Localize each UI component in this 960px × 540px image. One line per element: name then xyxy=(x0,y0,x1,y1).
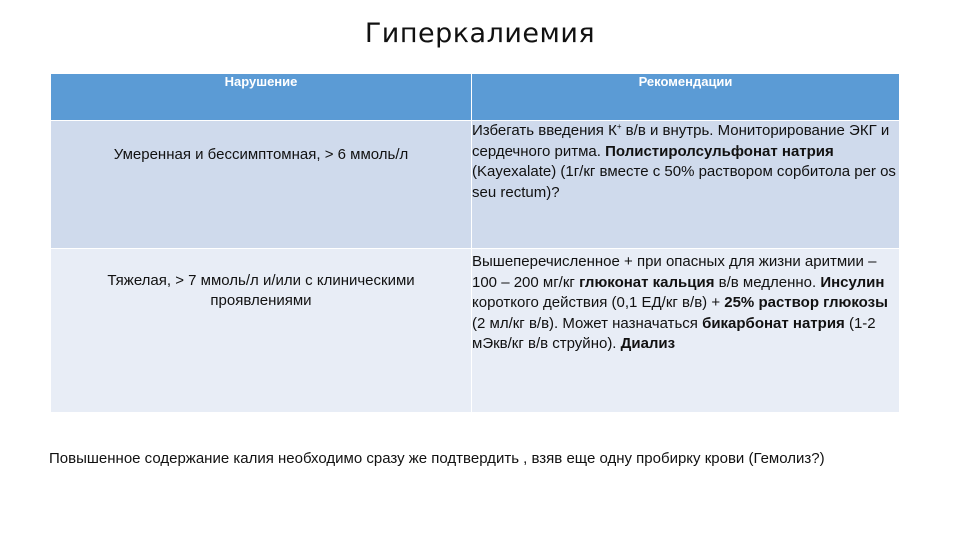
column-header-recommendations: Рекомендации xyxy=(472,74,900,121)
footnote: Повышенное содержание калия необходимо сразу же подтвердить , взяв еще одну пробирку крови (Гемолиз?) xyxy=(49,450,825,467)
rec-text: (Kayexalate) (1г/кг вместе с 50% раствором сорбитола per os seu rectum)? xyxy=(472,163,896,201)
rec-bold-drug: Полистиролсульфонат натрия xyxy=(605,142,834,160)
rec-text: в/в и внутрь. Мониторирование ЭКГ и сердечного ритма. xyxy=(472,122,890,160)
table-row xyxy=(51,249,900,413)
condition-cell-severe: Тяжелая, > 7 ммоль/л и/или с клиническими проявлениями xyxy=(51,249,472,413)
rec-bold-drug: 25% раствор глюкозы xyxy=(724,294,888,311)
table-header-row xyxy=(51,74,900,121)
condition-cell-moderate: Умеренная и бессимптомная, > 6 ммоль/л xyxy=(51,121,472,249)
rec-text: (1-2 мЭкв/кг в/в струйно). xyxy=(472,314,876,352)
recommendations-table xyxy=(50,73,900,413)
table-row xyxy=(51,121,900,249)
rec-text: Вышеперечисленное + при опасных для жизни аритмии – 100 – 200 мг/кг xyxy=(472,253,877,291)
rec-bold-drug: Инсулин xyxy=(820,273,885,291)
rec-bold-drug: бикарбонат натрия xyxy=(702,314,845,332)
rec-text: короткого действия (0,1 ЕД/кг в/в) + xyxy=(472,294,725,311)
rec-text: в/в медленно. xyxy=(714,273,821,291)
rec-superscript: + xyxy=(616,122,622,131)
rec-text: Избегать введения К xyxy=(472,122,617,139)
rec-text: (2 мл/кг в/в). Может назначаться xyxy=(472,314,703,332)
rec-bold-drug: Диализ xyxy=(620,335,676,352)
rec-bold-drug: глюконат кальция xyxy=(579,273,715,291)
recommendation-cell-severe xyxy=(472,249,900,413)
page-title: Гиперкалиемия xyxy=(364,18,596,49)
recommendation-cell-moderate xyxy=(472,121,900,249)
column-header-disorder: Нарушение xyxy=(51,74,472,121)
